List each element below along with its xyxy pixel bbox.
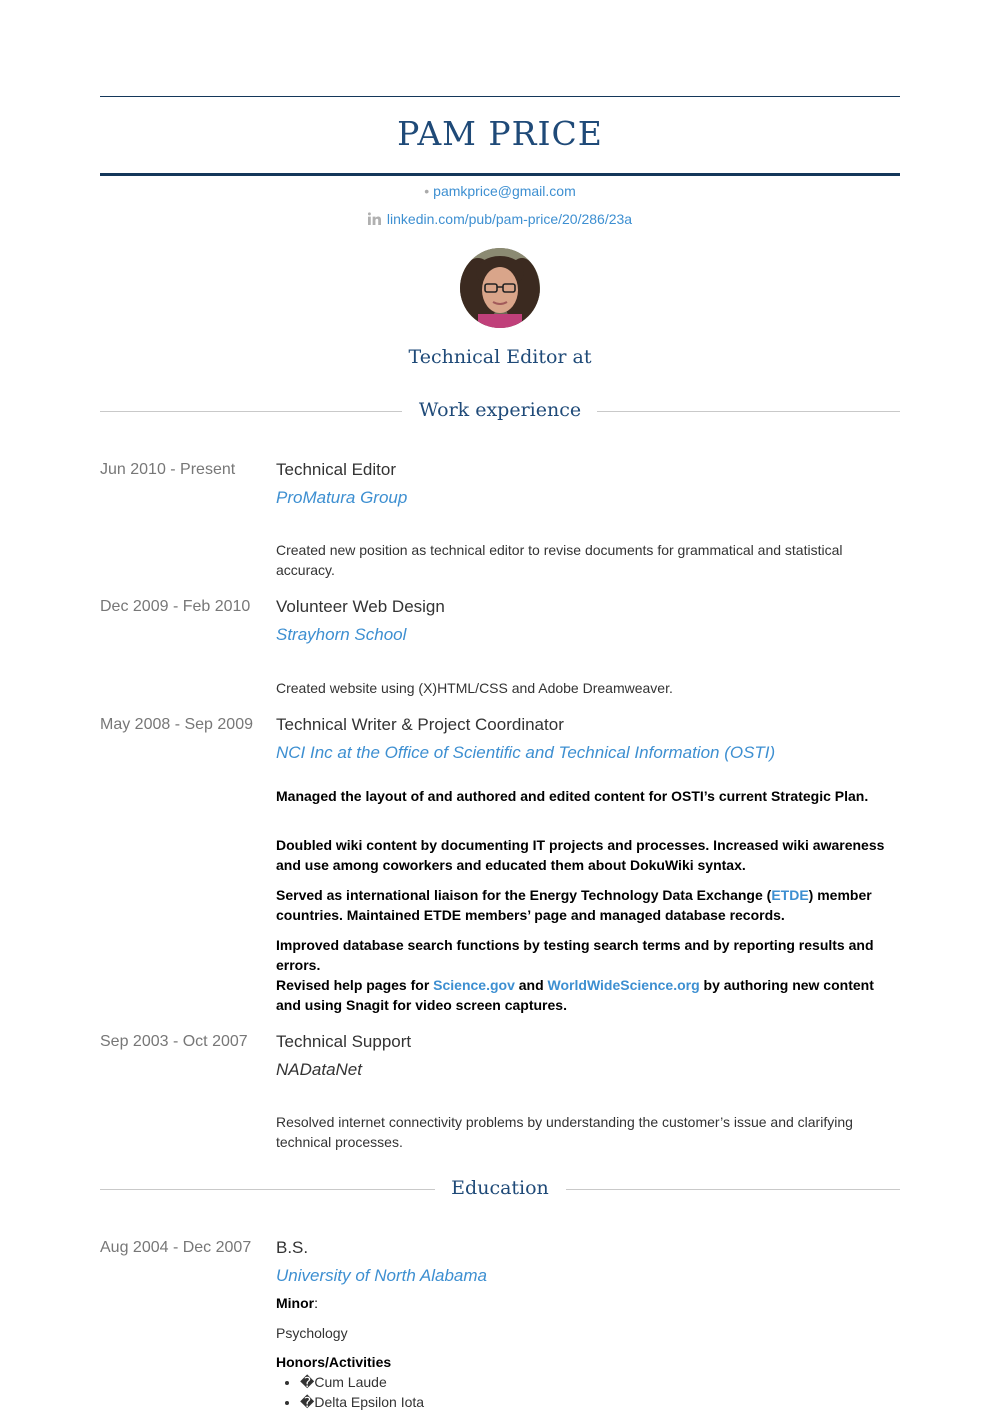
achievement-paragraph: Doubled wiki content by documenting IT projects and processes. Increased wiki awareness and use among coworkers and educated them about DokuWiki syntax. [276, 837, 885, 873]
list-item: • �Cum Laude [300, 1372, 424, 1392]
achievement-paragraph: Improved database search functions by testing search terms and by reporting results and errors. [276, 937, 874, 973]
entry-role: Volunteer Web Design [276, 597, 445, 616]
achievement-paragraph [276, 885, 900, 925]
entry-dates: Aug 2004 - Dec 2007 [100, 1239, 252, 1256]
linkedin-icon [368, 212, 381, 225]
worldwidescience-link[interactable]: WorldWideScience.org [547, 977, 700, 993]
entry-degree: B.S. [276, 1238, 309, 1257]
honors-list [276, 1372, 424, 1412]
candidate-name: PAM PRICE [397, 114, 603, 153]
entry-company-link[interactable]: NCI Inc at the Office of Scientific and Technical Information (OSTI) [276, 743, 776, 762]
minor-label: Minor [276, 1295, 315, 1311]
entry-dates: Dec 2009 - Feb 2010 [100, 598, 251, 615]
entry-school-link[interactable]: University of North Alabama [276, 1266, 488, 1285]
achievement-text: ) member countries. Maintained ETDE members’ page and managed database records. [276, 887, 872, 923]
linkedin-link[interactable]: linkedin.com/pub/pam-price/20/286/23a [386, 211, 633, 227]
headline: Technical Editor at [408, 346, 592, 368]
header-top-rule [100, 96, 900, 97]
entry-dates: Jun 2010 - Present [100, 461, 236, 478]
achievement-text: Revised help pages for [276, 977, 434, 993]
entry-company-link[interactable]: Strayhorn School [276, 625, 407, 644]
email-row [100, 182, 900, 200]
entry-company-link[interactable]: ProMatura Group [276, 488, 408, 507]
etde-link[interactable]: ETDE [771, 887, 809, 903]
achievement-text: and [514, 977, 548, 993]
section-title: Education [451, 1177, 549, 1199]
entry-dates: Sep 2003 - Oct 2007 [100, 1033, 248, 1050]
avatar [460, 248, 540, 328]
minor-label-row [276, 1293, 318, 1313]
achievement-paragraph: Managed the layout of and authored and edited content for OSTI’s current Strategic Plan. [276, 788, 869, 804]
entry-role: Technical Writer & Project Coordinator [276, 715, 564, 734]
entry-description: Resolved internet connectivity problems by understanding the customer’s issue and clarifying technical processes. [276, 1114, 853, 1150]
minor-separator: : [314, 1295, 318, 1311]
entry-role: Technical Editor [276, 460, 397, 479]
achievement-text: by authoring new content and using Snagit for video screen captures. [276, 977, 874, 1013]
email-dot-icon: • [424, 183, 430, 199]
achievement-paragraph [276, 975, 900, 1015]
email-link[interactable]: pamkprice@gmail.com [433, 183, 576, 199]
honors-label: Honors/Activities [276, 1354, 392, 1370]
section-title: Work experience [418, 399, 582, 421]
profile-photo [460, 248, 540, 328]
achievement-text: Served as international liaison for the Energy Technology Data Exchange ( [276, 887, 772, 903]
entry-description: Created website using (X)HTML/CSS and Adobe Dreamweaver. [276, 680, 673, 696]
linkedin-row [100, 210, 900, 228]
education-heading [100, 1173, 900, 1203]
entry-role: Technical Support [276, 1032, 412, 1051]
entry-dates: May 2008 - Sep 2009 [100, 716, 253, 733]
entry-company: NADataNet [276, 1060, 362, 1079]
honors-label-row [276, 1352, 391, 1372]
work-experience-heading [100, 395, 900, 425]
science-gov-link[interactable]: Science.gov [433, 977, 515, 993]
list-item: • �Delta Epsilon Iota [300, 1392, 424, 1412]
header-bottom-rule [100, 173, 900, 176]
minor-value: Psychology [276, 1325, 348, 1341]
entry-description: Created new position as technical editor to revise documents for grammatical and statistical accuracy. [276, 542, 843, 578]
